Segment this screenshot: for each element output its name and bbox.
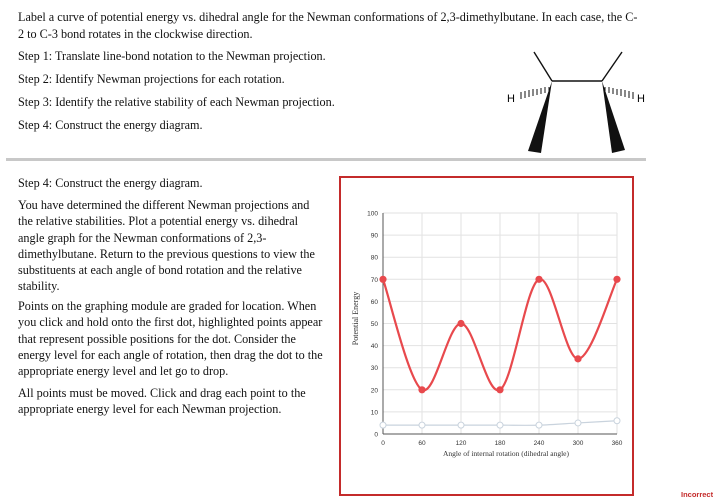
step4-title: Step 4: Construct the energy diagram. (18, 176, 203, 190)
step-3-text: Step 3: Identify the relative stability of each Newman projection. (18, 95, 335, 109)
y-tick-label: 70 (370, 276, 378, 284)
x-tick-label: 120 (455, 440, 467, 447)
step-4-text: Step 4: Construct the energy diagram. (18, 118, 203, 132)
instructions-paragraph-1: You have determined the different Newman projections and the relative stabilities. Plot a potential energy vs. dihedral angle graph for the Newman conformations of 2,3-dimethylbutane. Return to the previous questions to view the substituents at each angle of bond rotation and the relative stability. (18, 198, 315, 294)
grading-status: Incorrect (681, 490, 713, 499)
x-tick-label: 240 (533, 440, 545, 447)
draggable-energy-point[interactable] (535, 276, 542, 283)
energy-diagram-chart[interactable] (341, 178, 632, 494)
y-tick-label: 90 (370, 232, 378, 240)
draggable-energy-point[interactable] (574, 355, 581, 362)
question-intro: Label a curve of potential energy vs. dihedral angle for the Newman conformations of 2,3-dimethylbutane. In each case, the C-2 to C-3 bond rotates in the clockwise direction. (18, 10, 638, 41)
draggable-energy-point[interactable] (457, 320, 464, 327)
y-tick-label: 30 (370, 365, 378, 373)
placeholder-point[interactable] (614, 418, 620, 424)
y-axis-title: Potential Energy (351, 291, 360, 346)
draggable-energy-point[interactable] (418, 386, 425, 393)
step-2-text: Step 2: Identify Newman projections for each rotation. (18, 72, 285, 86)
placeholder-point[interactable] (419, 422, 425, 428)
x-tick-label: 60 (418, 440, 426, 447)
x-tick-label: 0 (381, 440, 385, 447)
instructions-paragraph-2: Points on the graphing module are graded for location. When you click and hold onto the first dot, highlighted points appear that represent possible positions for the dot. Consider the energy level for each angle of rotation, then drag the dot to the appropriate energy level and let go to drop. (18, 299, 323, 379)
x-axis-title: Angle of internal rotation (dihedral angle) (443, 449, 569, 458)
y-tick-label: 60 (370, 298, 378, 306)
placeholder-point[interactable] (575, 420, 581, 426)
placeholder-point[interactable] (497, 422, 503, 428)
step-1-text: Step 1: Translate line-bond notation to the Newman projection. (18, 49, 326, 63)
draggable-energy-point[interactable] (496, 386, 503, 393)
instructions-paragraph-3: All points must be moved. Click and drag each point to the appropriate energy level for each Newman projection. (18, 386, 306, 417)
question-section (0, 0, 652, 152)
dimethylbutane-wedge-dash-structure (500, 42, 650, 152)
y-tick-label: 40 (370, 343, 378, 351)
y-tick-label: 100 (367, 210, 378, 218)
placeholder-point[interactable] (458, 422, 464, 428)
section-divider (6, 158, 646, 161)
placeholder-point[interactable] (536, 422, 542, 428)
draggable-energy-point[interactable] (613, 276, 620, 283)
x-tick-label: 360 (611, 440, 623, 447)
y-tick-label: 10 (370, 409, 378, 417)
draggable-energy-point[interactable] (379, 276, 386, 283)
y-tick-label: 80 (370, 254, 378, 262)
step4-section (0, 162, 713, 502)
x-tick-label: 300 (572, 440, 584, 447)
right-hydrogen-label: H (637, 93, 645, 105)
y-tick-label: 50 (370, 321, 378, 328)
graphing-module[interactable] (339, 176, 713, 499)
x-tick-label: 180 (494, 440, 506, 447)
y-tick-label: 20 (370, 387, 378, 395)
y-tick-label: 0 (374, 431, 378, 439)
placeholder-point[interactable] (380, 422, 386, 428)
left-hydrogen-label: H (507, 93, 515, 105)
